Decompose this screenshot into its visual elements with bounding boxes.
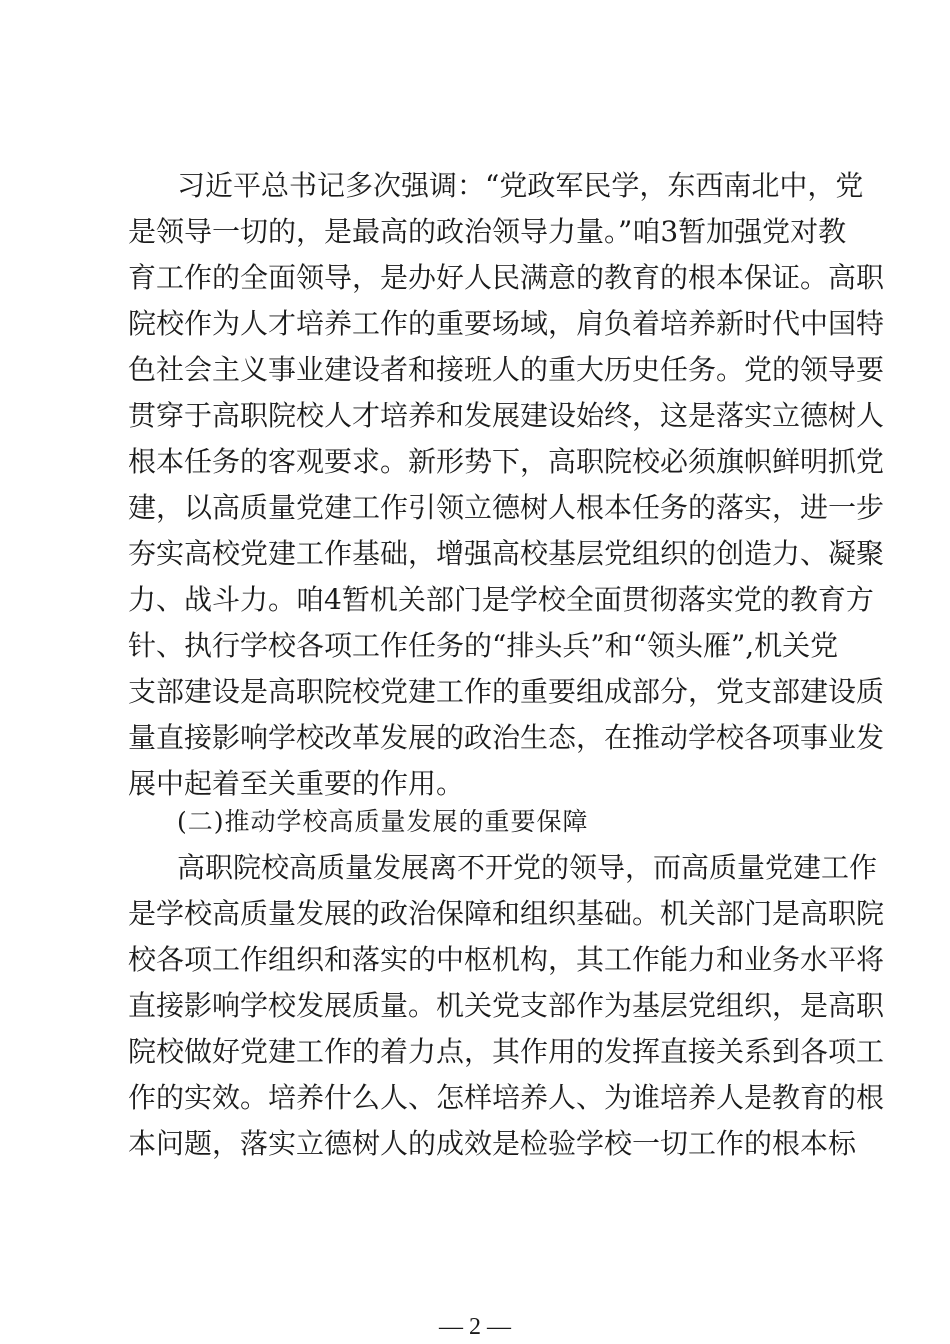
paragraph-line: 是领导一切的，是最高的政治领导力量。”咱3暂加强党对教 (128, 215, 847, 248)
paragraph-line: 根本任务的客观要求。新形势下，高职院校必须旗帜鲜明抓党 (128, 445, 885, 478)
paragraph-line: 院校做好党建工作的着力点，其作用的发挥直接关系到各项工 (128, 1035, 885, 1068)
paragraph-line: 育工作的全面领导，是办好人民满意的教育的根本保证。高职 (128, 261, 885, 294)
paragraph-line: 色社会主义事业建设者和接班人的重大历史任务。党的领导要 (128, 353, 885, 386)
paragraph-line: 习近平总书记多次强调：“党政军民学，东西南北中，党 (177, 169, 864, 202)
paragraph-line: 针、执行学校各项工作任务的“排头兵”和“领头雁”,机关党 (128, 629, 839, 662)
paragraph-line: 是学校高质量发展的政治保障和组织基础。机关部门是高职院 (128, 897, 885, 930)
section-heading: (二)推动学校高质量发展的重要保障 (177, 807, 589, 836)
paragraph-line: 校各项工作组织和落实的中枢机构，其工作能力和业务水平将 (128, 943, 885, 976)
paragraph-line: 建，以高质量党建工作引领立德树人根本任务的落实，进一步 (128, 491, 885, 524)
paragraph-line: 直接影响学校发展质量。机关党支部作为基层党组织，是高职 (128, 989, 885, 1022)
paragraph-line: 量直接影响学校改革发展的政治生态，在推动学校各项事业发 (128, 721, 885, 754)
paragraph-line: 力、战斗力。咱4暂机关部门是学校全面贯彻落实党的教育方 (128, 583, 874, 616)
paragraph-line: 贯穿于高职院校人才培养和发展建设始终，这是落实立德树人 (128, 399, 885, 432)
paragraph-line: 夯实高校党建工作基础，增强高校基层党组织的创造力、凝聚 (128, 537, 885, 570)
paragraph-line: 支部建设是高职院校党建工作的重要组成部分，党支部建设质 (128, 675, 885, 708)
paragraph-line: 本问题，落实立德树人的成效是检验学校一切工作的根本标 (128, 1127, 857, 1160)
page-number: — 2 — (439, 1314, 511, 1340)
paragraph-line: 展中起着至关重要的作用。 (128, 767, 465, 800)
paragraph-line: 高职院校高质量发展离不开党的领导，而高质量党建工作 (177, 851, 878, 884)
paragraph-line: 作的实效。培养什么人、怎样培养人、为谁培养人是教育的根 (128, 1081, 885, 1114)
paragraph-line: 院校作为人才培养工作的重要场域，肩负着培养新时代中国特 (128, 307, 885, 340)
